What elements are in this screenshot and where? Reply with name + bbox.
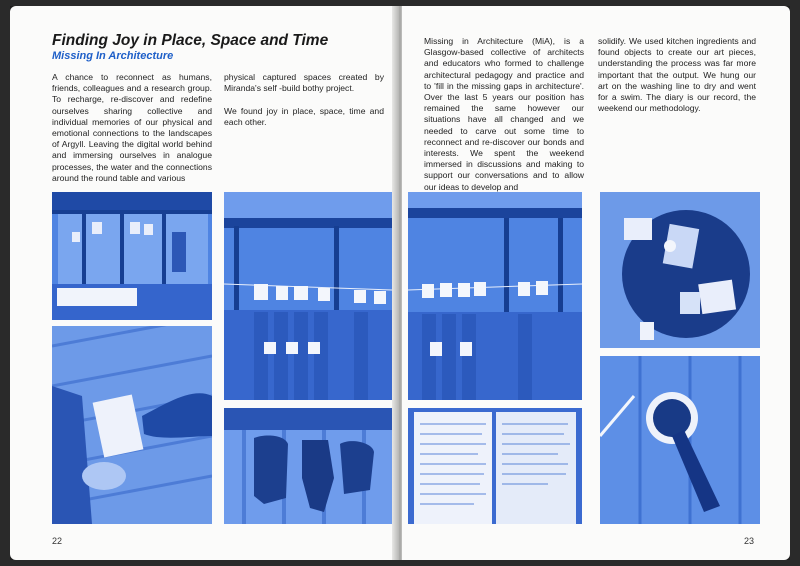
left-page — [10, 6, 398, 560]
photo-paint-pot — [600, 356, 760, 524]
photo-round-table-art — [600, 192, 760, 348]
right-text-column-2: solidify. We used kitchen ingredients and found objects to create our art pieces, understanding the process was far more important that the output. We hung our art on the washing line to dry and went for a swim. The diary is our record, the weekend our methodology. — [598, 36, 756, 114]
article-title: Finding Joy in Place, Space and Time — [52, 32, 329, 49]
photo-wetsuits-drying — [224, 408, 392, 524]
right-page — [402, 6, 790, 560]
page-number-right: 23 — [744, 536, 755, 546]
page-number-left: 22 — [52, 536, 63, 546]
left-text-column-1: A chance to reconnect as humans, friends, colleagues and a research group. To recharge, re-discover and redefine ourselves sharing collective and individual memories of our physical and emotional connections to the landscapes of Argyll. Leaving the digital world behind and immersing ourselves in analogue processes, the water and the connections around the round table and various — [52, 72, 212, 183]
right-text-column-1: Missing in Architecture (MiA), is a Glasgow-based collective of architects and educators who formed to challenge architectural pedagogy and practice and to 'fill in the missing gaps in architecture'. Over the last 5 years our position has remained the same however our situations have all changed and we needed to carve out some time to reconnect and re-discover our bonds and interests. We spent the weekend immersed in discussions and making to support our conversations and to allow our ideas to develop and — [424, 36, 584, 192]
left-text-column-2-para-1: physical captured spaces created by Miranda's self -build bothy project. — [224, 72, 384, 94]
photo-writing-diary — [52, 326, 212, 524]
book-spread — [10, 6, 790, 560]
left-text-column-2-para-2: We found joy in place, space, time and each other. — [224, 106, 384, 128]
article-subtitle: Missing In Architecture — [52, 50, 174, 62]
photo-bothy-window — [52, 192, 212, 320]
photo-handwritten-diary — [408, 408, 582, 524]
photo-washing-line-right — [408, 192, 582, 400]
photo-washing-line-left — [224, 192, 392, 400]
